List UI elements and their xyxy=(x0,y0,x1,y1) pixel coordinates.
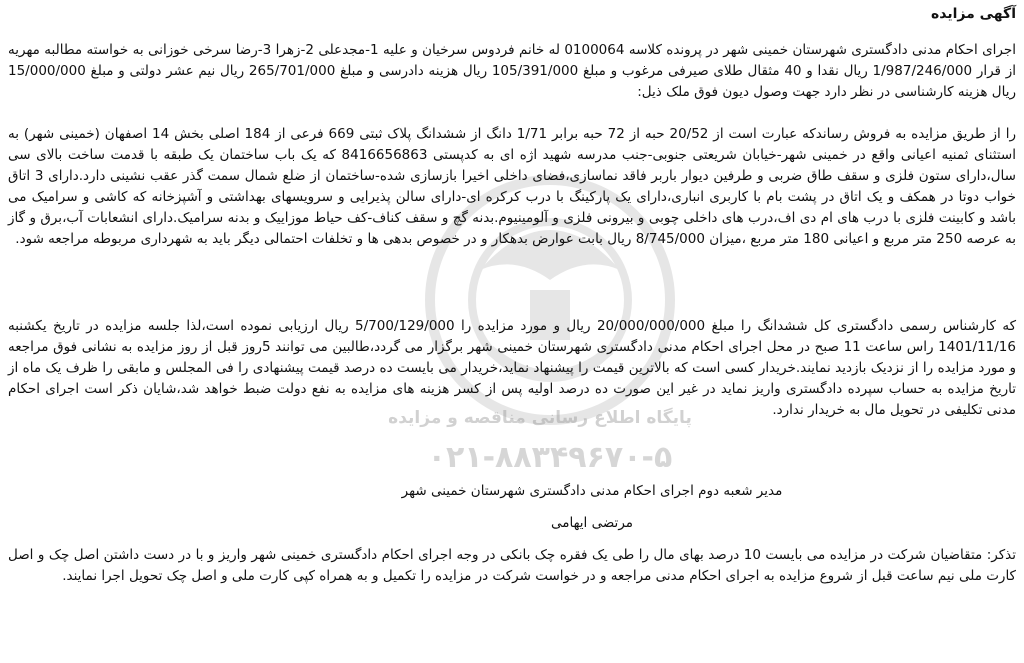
watermark-text: پایگاه اطلاع رسانی مناقصه و مزایده xyxy=(388,408,692,428)
page-title: آگهی مزایده xyxy=(930,6,1016,22)
auction-terms-paragraph: که کارشناس رسمی دادگستری کل ششدانگ را مبلغ 20/000/000/000 ریال و مورد مزایده را 5/700/129/000 ریال ارزیابی نموده است،لذا جلسه مزایده در تاریخ یکشنبه 1401/11/16 راس ساعت 11 صبح در محل اجرای احکام مدنی دادگستری شهرستان خمینی شهر برگزار می گردد،طالبین می توانند 5روز قبل از روز مزایده به نشانی فوق مراجعه و مورد مزایده را از نزدیک بازدید نمایند.خریدار کسی است که بالاترین قیمت را پیشنهاد نماید،خریدار می بایست ده درصد قیمت پیشنهادی را فی المجلس و مابقی را ظرف یک ماه از تاریخ مزایده به حساب سپرده دادگستری واریز نماید در غیر این صورت ده درصد اولیه پس از کسر هزینه های مزایده به نفع دولت ضبط خواهد شد،شایان ذکر است اجرای احکام مدنی تکلیفی در تحویل مال به خریدار ندارد. xyxy=(8,318,1017,418)
notice-intro-paragraph: اجرای احکام مدنی دادگستری شهرستان خمینی شهر در پرونده کلاسه 0100064 له خانم فردوس سرخیان و علیه 1-مجدعلی 2-زهرا 3-رضا سرخی خوزانی به خواسته مطالبه مهریه از قرار 1/987/246/000 ریال نقدا و 40 مثقال طلای صیرفی مرغوب و مبلغ 105/391/000 ریال هزینه دادرسی و مبلغ 265/701/000 ریال نیم عشر دولتی و مبلغ 15/000/000 ریال هزینه کارشناسی در نظر دارد جهت وصول دیون فوق ملک ذیل: xyxy=(8,42,1016,100)
note-paragraph: تذکر: متقاضیان شرکت در مزایده می بایست 10 درصد بهای مال را طی یک فقره چک بانکی در وجه اجرای احکام دادگستری خمینی شهر واریز و با در دست داشتن اصل چک و اصل کارت ملی نیم ساعت قبل از شروع مزایده به اجرای احکام مدنی مراجعه و در خواست شرکت در مزایده را تکمیل و به همراه کپی کارت ملی و اصل چک تحویل اجرا نمایند. xyxy=(8,547,1016,584)
signature-name: مرتضی ایهامی xyxy=(550,515,633,531)
property-description-paragraph: را از طریق مزایده به فروش رساندکه عبارت است از 20/52 حبه از 72 حبه برابر 1/71 دانگ از ششدانگ پلاک ثبتی 669 فرعی از 184 اصلی بخش 14 اصفهان (خمینی شهر) به استثنای ثمنیه اعیانی واقع در خمینی شهر-خیابان شریعتی جنوبی-جنب مدرسه شهید اژه ای به کدپستی 8416656863 که یک باب ساختمان یک طبقه با قدمت ساخت بالای سی سال،دارای ستون فلزی و سقف طاق ضربی و طرفین دیوار باربر فاقد نماسازی،فضای داخلی اخیرا بازسازی شده-ساختمان از ضلع شمال سمت گذر عقب نشینی دارد.دارای 3 اتاق خواب دوتا در همکف و یک اتاق در پشت بام با کاربری انباری،دارای یک پارکینگ با درب کرکره ای-دارای سالن پذیرایی و سرویسهای بهداشتی و آشپزخانه که کاشی و سرامیک می باشد و کابینت فلزی با درب های ام دی اف،درب های داخلی چوبی و بیرونی فلزی و آلومینیوم.بدنه گچ و سقف کناف-کف حیاط موزاییک و بدنه سرامیک.دارای انشعابات آب،برق و گاز به عرصه 250 متر مربع و اعیانی 180 متر مربع ،میزان 8/745/000 ریال بابت عوارض بدهکار و در خصوص بدهی ها و تخلفات احتمالی دیگر باید به شهرداری مربوطه مراجعه شود. xyxy=(8,126,1016,247)
signature-title: مدیر شعبه دوم اجرای احکام مدنی دادگستری شهرستان خمینی شهر xyxy=(401,483,783,499)
watermark-phone: ۰۲۱-۸۸۳۴۹۶۷۰-۵ xyxy=(427,440,673,475)
